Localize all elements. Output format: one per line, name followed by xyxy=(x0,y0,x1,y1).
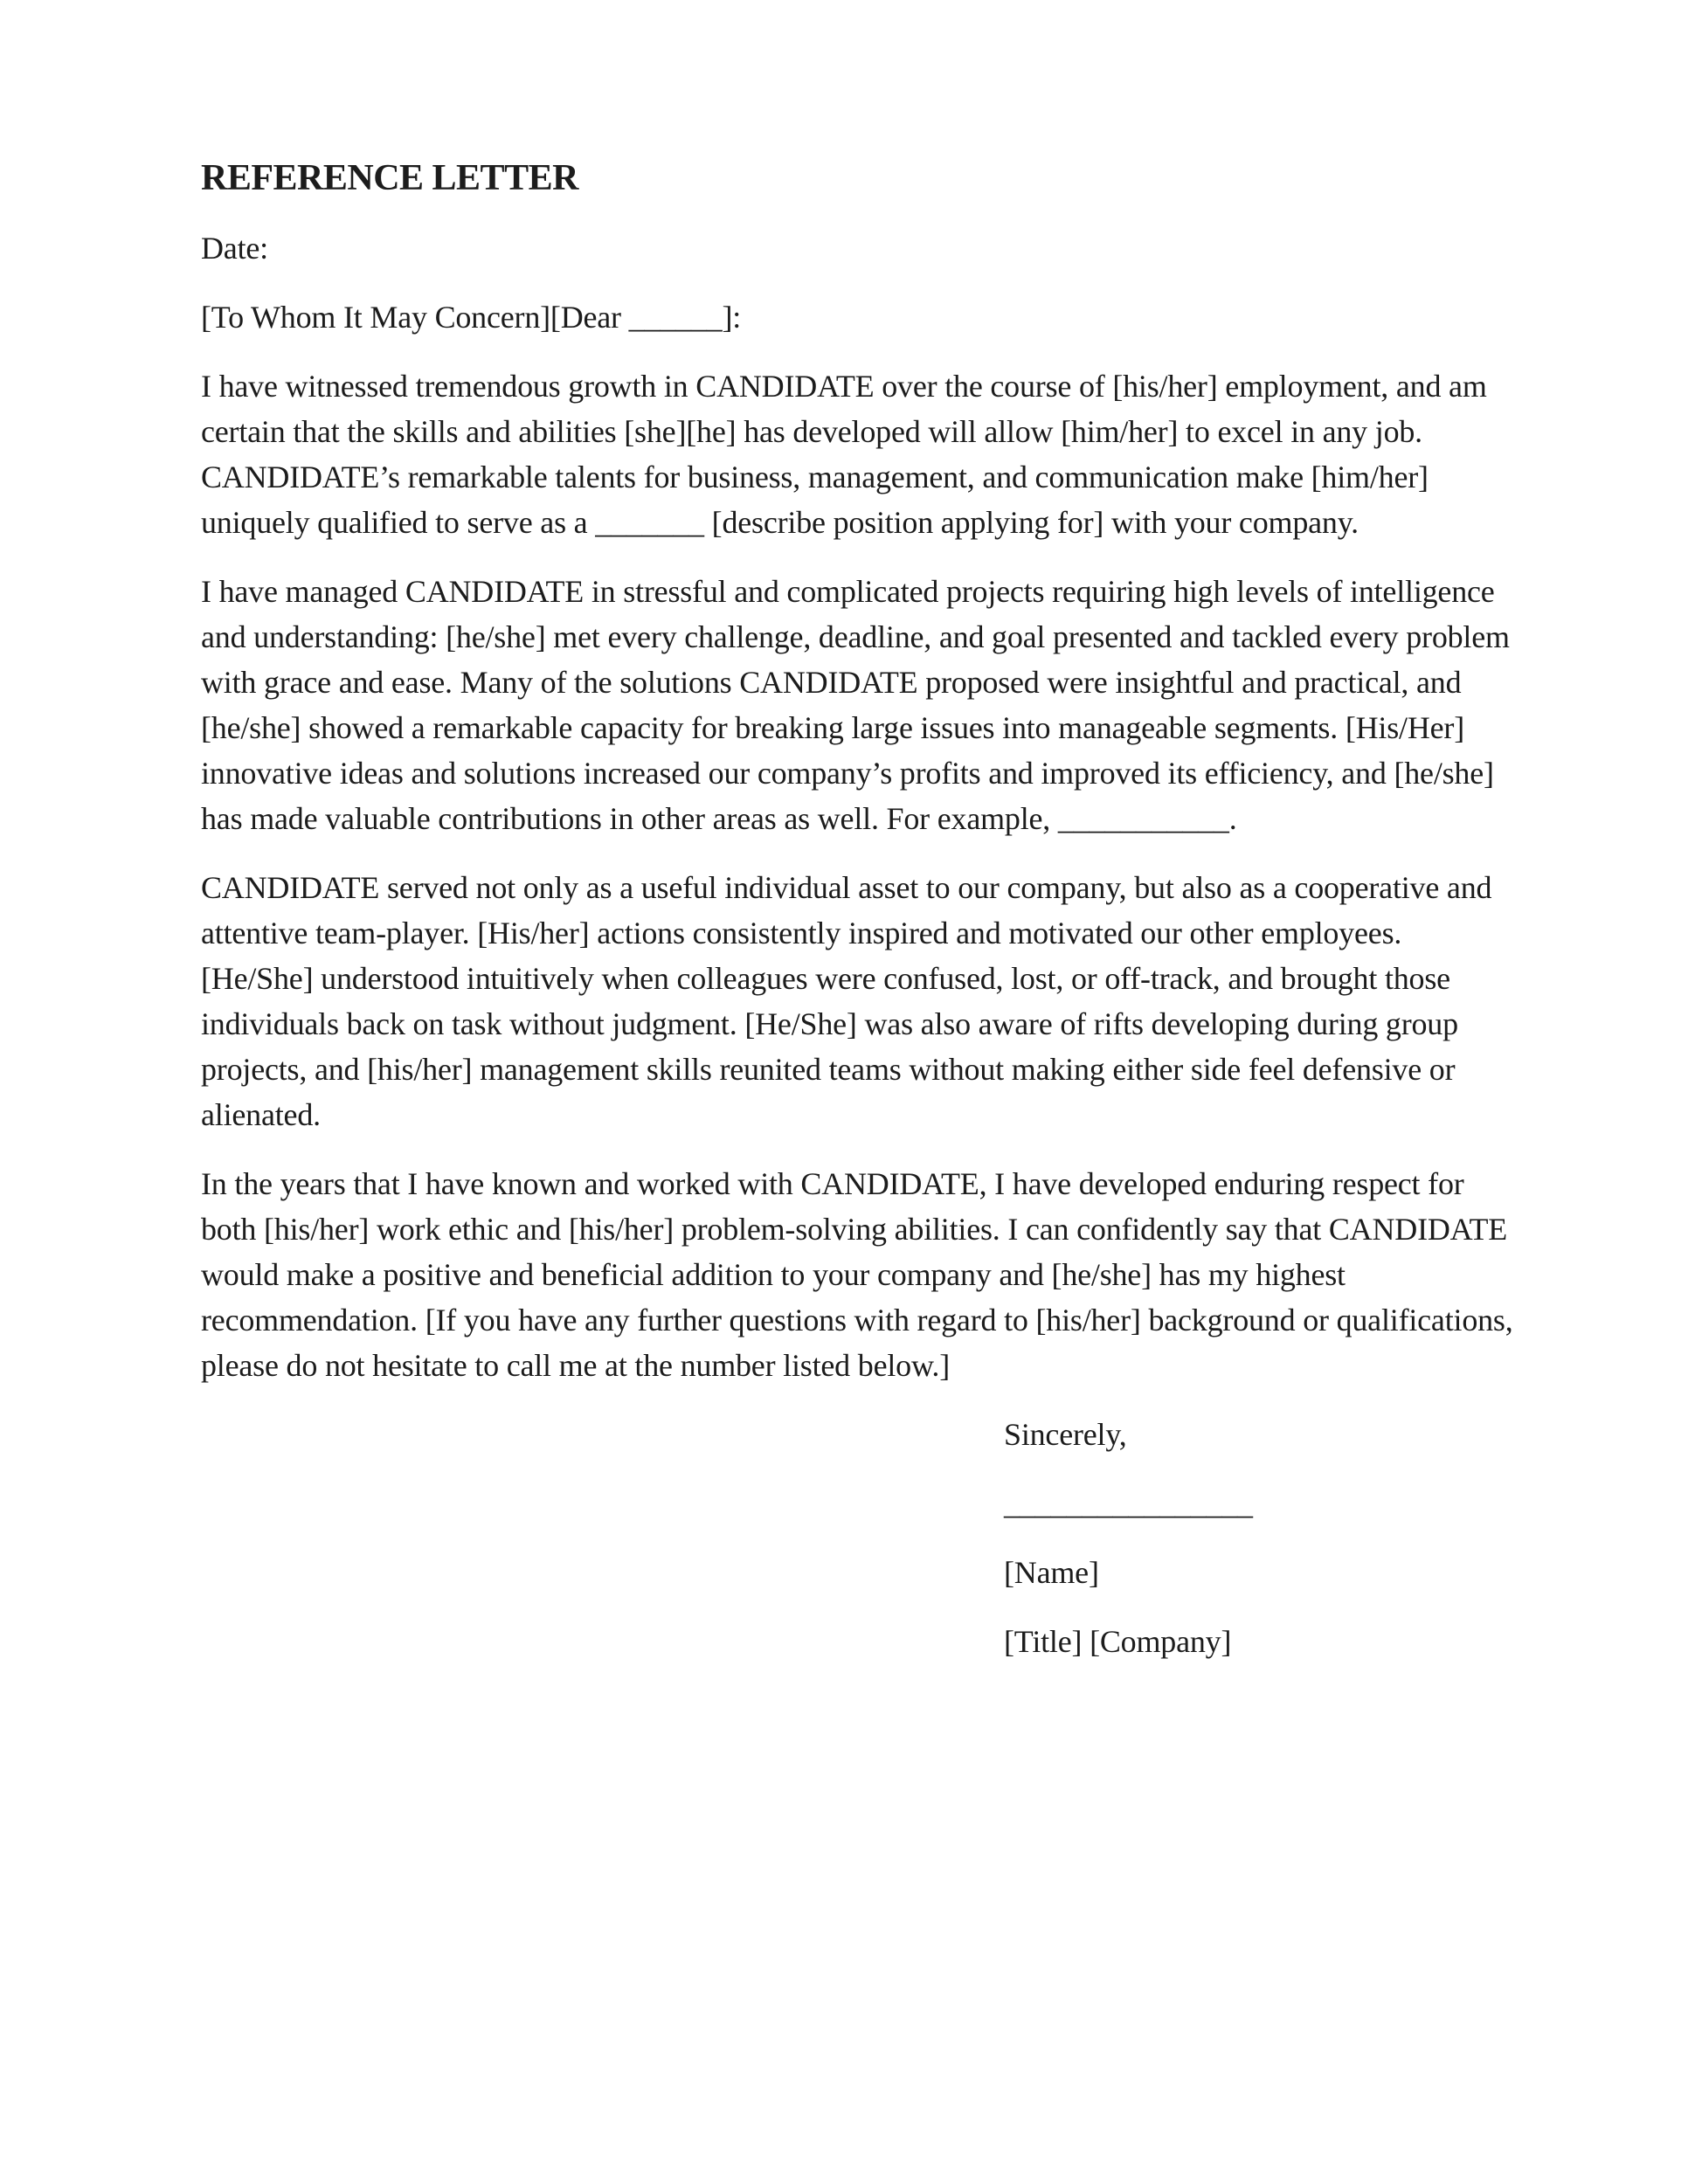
body-paragraph-1: I have witnessed tremendous growth in CANDIDATE over the course of [his/her] employment, and am certain that the skills and abilities [she][he] has developed will allow [him/her] to excel in any job. CANDIDATE’s remarkable talents for business, management, and communication make [him/her] uniquely qualified to serve as a _______ [describe position applying for] with your company. xyxy=(201,369,1495,540)
closing-block xyxy=(1004,1412,1516,1664)
valediction: Sincerely, xyxy=(1004,1417,1127,1452)
salutation-line: [To Whom It May Concern][Dear ______]: xyxy=(201,300,742,335)
date-line: Date: xyxy=(201,231,268,266)
body-paragraph-4: In the years that I have known and worked with CANDIDATE, I have developed enduring respect for both [his/her] work ethic and [his/her] problem-solving abilities. I can confidently say that CANDIDATE would make a positive and beneficial addition to your company and [he/she] has my highest recommendation. [If you have any further questions with regard to [his/her] background or qualifications, please do not hesitate to call me at the number listed below.] xyxy=(201,1166,1521,1383)
document-title: REFERENCE LETTER xyxy=(201,158,578,198)
signature-line: ________________ xyxy=(1004,1486,1253,1521)
signature-title-company-placeholder: [Title] [Company] xyxy=(1004,1624,1232,1659)
body-paragraph-2: I have managed CANDIDATE in stressful and complicated projects requiring high levels of intelligence and understanding: [he/she] met every challenge, deadline, and goal presented and tackled every problem with grace and ease. Many of the solutions CANDIDATE proposed were insightful and practical, and [he/she] showed a remarkable capacity for breaking large issues into manageable segments. [His/Her] innovative ideas and solutions increased our company’s profits and improved its efficiency, and [he/she] has made valuable contributions in other areas as well. For example, ___________. xyxy=(201,574,1518,836)
signature-name-placeholder: [Name] xyxy=(1004,1555,1099,1590)
letter-content xyxy=(201,156,1521,1664)
body-paragraph-3: CANDIDATE served not only as a useful individual asset to our company, but also as a cooperative and attentive team-player. [His/her] actions consistently inspired and motivated our other employees. [He/She] understood intuitively when colleagues were confused, lost, or off-track, and brought those individuals back on task without judgment. [He/She] was also aware of rifts developing during group projects, and [his/her] management skills reunited teams without making either side feel defensive or alienated. xyxy=(201,870,1500,1132)
